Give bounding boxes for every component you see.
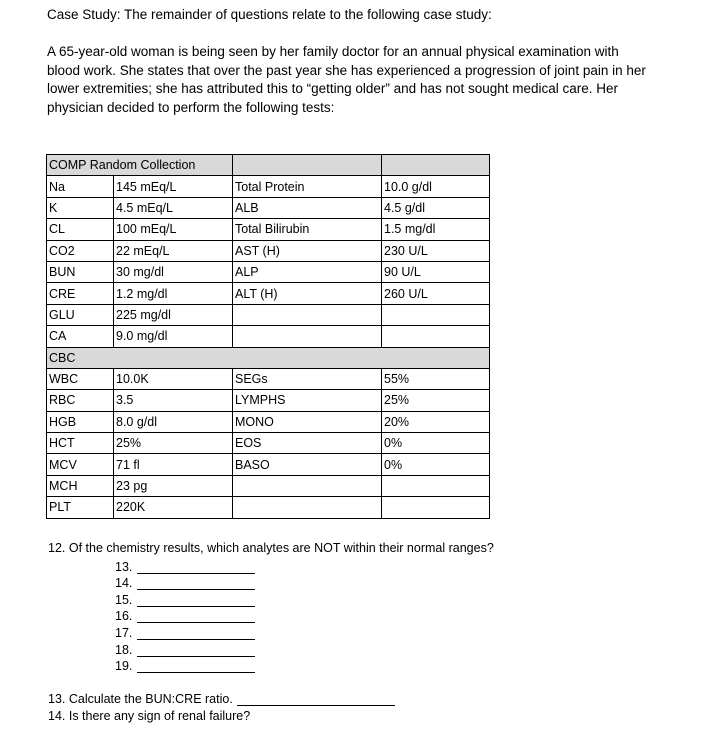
answer-blank-line[interactable] [137,562,255,574]
analyte-value-cell: 10.0K [114,368,233,389]
analyte-value-cell: 20% [382,411,490,432]
analyte-name-cell: SEGs [233,368,382,389]
answer-blank-row [115,574,255,591]
analyte-value-cell: 8.0 g/dl [114,411,233,432]
comp-table-row [47,261,490,282]
analyte-value-cell [382,497,490,518]
analyte-value-cell [382,475,490,496]
analyte-value-cell: 10.0 g/dl [382,176,490,197]
analyte-value-cell: 145 mEq/L [114,176,233,197]
analyte-value-cell: 100 mEq/L [114,219,233,240]
analyte-value-cell: 0% [382,433,490,454]
analyte-name-cell: HCT [47,433,114,454]
answer-blank-row [115,640,255,657]
analyte-value-cell: 260 U/L [382,283,490,304]
analyte-value-cell: 1.2 mg/dl [114,283,233,304]
analyte-name-cell [233,497,382,518]
analyte-name-cell: HGB [47,411,114,432]
analyte-name-cell: BASO [233,454,382,475]
cbc-table-row [47,411,490,432]
answer-blank-line[interactable] [137,595,255,607]
analyte-name-cell: ALP [233,261,382,282]
analyte-name-cell: GLU [47,304,114,325]
analyte-name-cell: Total Bilirubin [233,219,382,240]
comp-table-row [47,283,490,304]
cbc-table-row [47,454,490,475]
cbc-table-row [47,497,490,518]
cbc-section-header [47,347,490,368]
analyte-value-cell: 22 mEq/L [114,240,233,261]
analyte-value-cell: 4.5 mEq/L [114,197,233,218]
comp-table-row [47,197,490,218]
analyte-name-cell: ALB [233,197,382,218]
analyte-name-cell [233,475,382,496]
analyte-value-cell: 225 mg/dl [114,304,233,325]
analyte-value-cell: 4.5 g/dl [382,197,490,218]
answer-blank-number: 17. [115,625,133,640]
answer-blank-row [115,657,255,674]
analyte-name-cell: PLT [47,497,114,518]
question-14: 14. Is there any sign of renal failure? [48,709,251,723]
analyte-name-cell: CO2 [47,240,114,261]
analyte-name-cell: Total Protein [233,176,382,197]
answer-blank-number: 15. [115,592,133,607]
answer-blank-line[interactable] [137,661,255,673]
cbc-header-label: CBC [47,347,490,368]
comp-table-row [47,304,490,325]
analyte-value-cell [382,326,490,347]
analyte-name-cell: WBC [47,368,114,389]
question-12: 12. Of the chemistry results, which analytes are NOT within their normal ranges? [48,541,494,555]
analyte-value-cell: 30 mg/dl [114,261,233,282]
case-study-title: Case Study: The remainder of questions relate to the following case study: [47,7,492,22]
comp-table-row [47,326,490,347]
analyte-name-cell: ALT (H) [233,283,382,304]
analyte-name-cell: CRE [47,283,114,304]
answer-blank-row [115,607,255,624]
analyte-name-cell: RBC [47,390,114,411]
analyte-value-cell: 3.5 [114,390,233,411]
cbc-table-row [47,368,490,389]
analyte-name-cell: K [47,197,114,218]
question-13 [48,692,395,706]
answer-blank-row [115,623,255,640]
analyte-value-cell: 25% [114,433,233,454]
analyte-name-cell: CL [47,219,114,240]
analyte-name-cell: BUN [47,261,114,282]
analyte-value-cell: 23 pg [114,475,233,496]
analyte-name-cell: MCH [47,475,114,496]
analyte-name-cell: AST (H) [233,240,382,261]
analyte-value-cell [382,304,490,325]
answer-blank-number: 16. [115,609,133,624]
analyte-name-cell: MONO [233,411,382,432]
analyte-name-cell: EOS [233,433,382,454]
answer-blank-number: 19. [115,659,133,674]
answer-blank-line[interactable] [137,611,255,623]
comp-header-label: COMP Random Collection [47,155,233,176]
analyte-value-cell: 90 U/L [382,261,490,282]
answer-blanks-list [115,557,255,673]
question-13-text: 13. Calculate the BUN:CRE ratio. [48,692,233,706]
comp-table-row [47,219,490,240]
analyte-name-cell: CA [47,326,114,347]
analyte-value-cell: 25% [382,390,490,411]
cbc-table-row [47,433,490,454]
cbc-table-row [47,390,490,411]
cbc-table-row [47,475,490,496]
analyte-name-cell [233,326,382,347]
answer-blank-line[interactable] [137,628,255,640]
answer-blank-row [115,557,255,574]
answer-blank-line[interactable] [137,578,255,590]
case-scenario-paragraph: A 65-year-old woman is being seen by her family doctor for an annual physical examination with blood work. She states that over the past year she has experienced a progression of joint pain in her lower extremities; she has attributed this to “getting older” and has not sought medical care. Her physician decided to perform the following tests: [47,44,646,115]
answer-blank-line[interactable] [137,645,255,657]
analyte-name-cell: LYMPHS [233,390,382,411]
comp-section-header [47,155,490,176]
analyte-value-cell: 0% [382,454,490,475]
answer-blank-line[interactable] [237,694,395,706]
analyte-value-cell: 9.0 mg/dl [114,326,233,347]
analyte-value-cell: 55% [382,368,490,389]
answer-blank-number: 13. [115,559,133,574]
analyte-name-cell: Na [47,176,114,197]
comp-table-row [47,240,490,261]
answer-blank-row [115,590,255,607]
analyte-value-cell: 71 fl [114,454,233,475]
lab-results-table [46,154,490,519]
comp-table-row [47,176,490,197]
analyte-value-cell: 220K [114,497,233,518]
analyte-name-cell: MCV [47,454,114,475]
analyte-value-cell: 1.5 mg/dl [382,219,490,240]
answer-blank-number: 18. [115,642,133,657]
analyte-value-cell: 230 U/L [382,240,490,261]
analyte-name-cell [233,304,382,325]
answer-blank-number: 14. [115,576,133,591]
